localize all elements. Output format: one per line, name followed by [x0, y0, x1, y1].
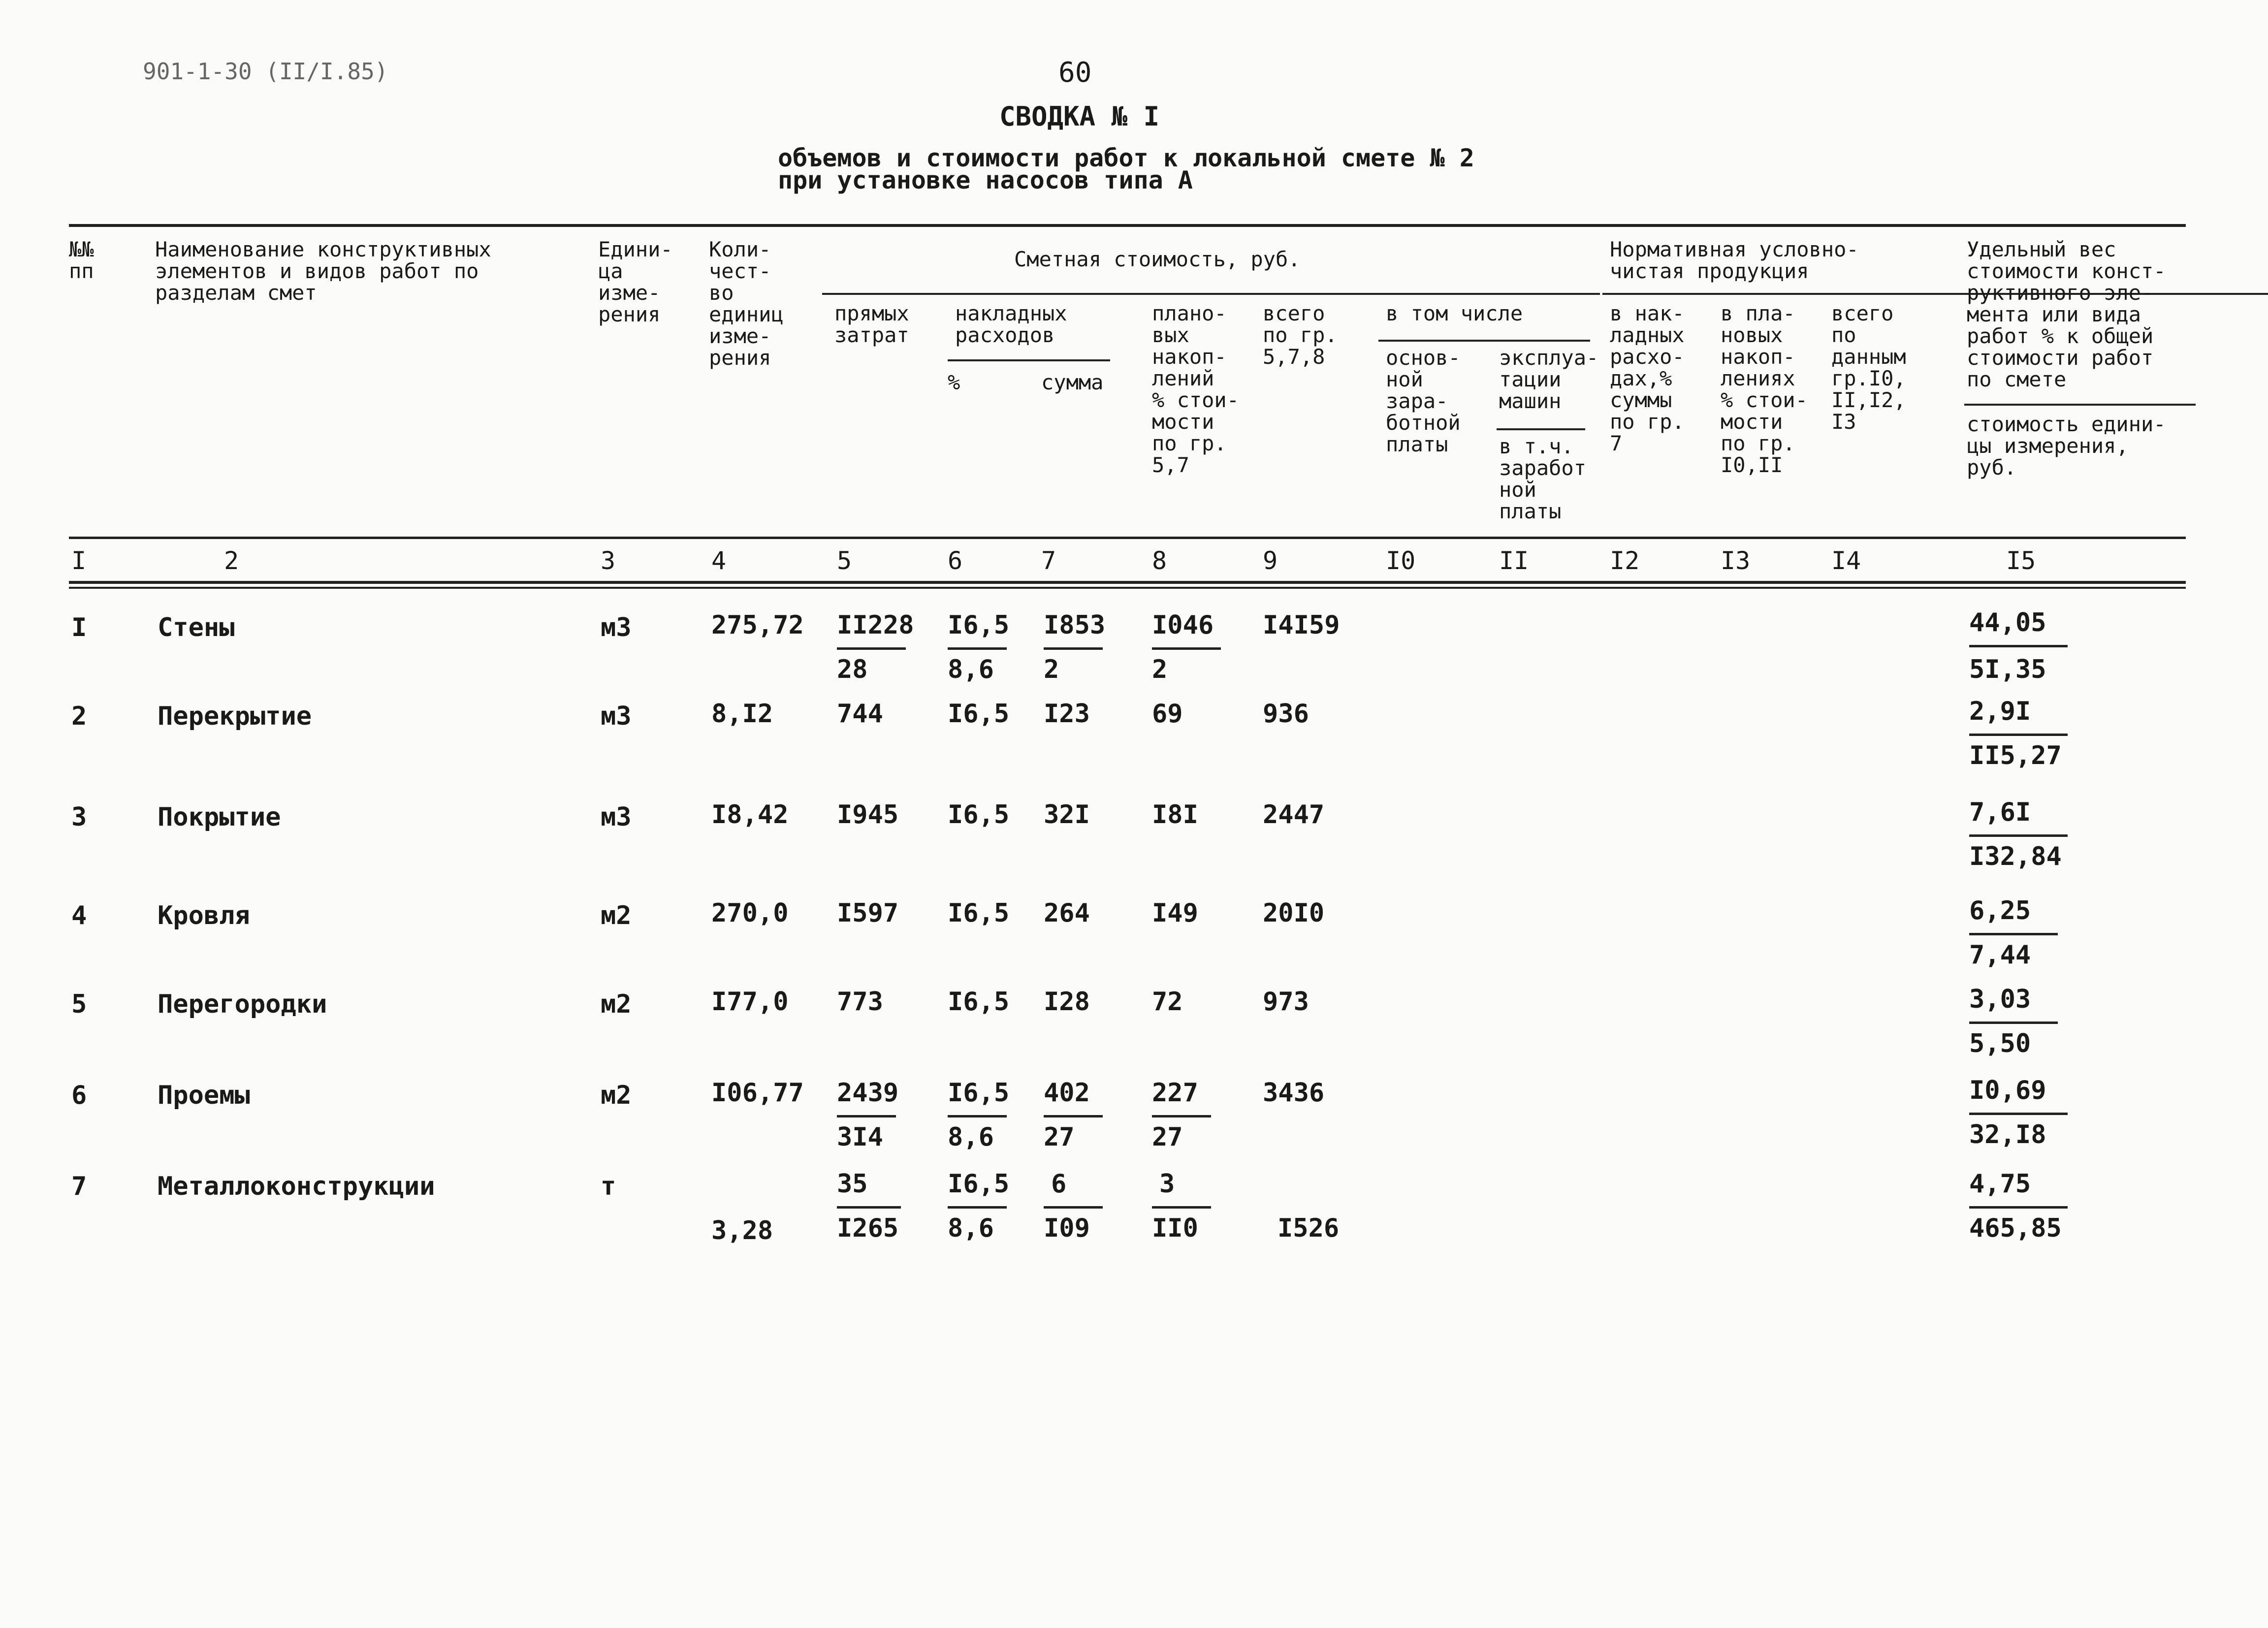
- row-overhead-sum: 402: [1044, 1078, 1090, 1108]
- row-unit: т: [601, 1172, 616, 1201]
- row-planned-savings: I8I: [1152, 800, 1198, 830]
- fraction-line: [1969, 734, 2068, 736]
- row-overhead-sum: 264: [1044, 898, 1090, 928]
- fraction-line: [1044, 1206, 1103, 1209]
- row-direct-costs: 744: [837, 699, 883, 729]
- row-overhead-sum-salary: 2: [1044, 655, 1059, 684]
- col-number-label: 2: [224, 546, 239, 575]
- row-planned-savings-salary: 27: [1152, 1122, 1183, 1152]
- document-code: 901-1-30 (II/I.85): [143, 58, 388, 85]
- fraction-line: [1969, 645, 2068, 647]
- page-number: 60: [1058, 57, 1092, 89]
- row-number: 2: [71, 702, 87, 731]
- net-group-rule: [1602, 293, 2268, 295]
- row-number: I: [71, 613, 87, 642]
- row-unit-cost: 32,I8: [1969, 1120, 2046, 1149]
- row-unit: м2: [601, 901, 632, 930]
- row-specific-weight: 44,05: [1969, 608, 2046, 638]
- row-overhead-percent: I6,5: [948, 898, 1010, 928]
- row-planned-savings: 3: [1159, 1169, 1175, 1199]
- row-specific-weight: 3,03: [1969, 985, 2031, 1014]
- row-quantity: 8,I2: [711, 699, 773, 729]
- row-overhead-percent: I6,5: [948, 1169, 1010, 1199]
- row-number: 3: [71, 802, 87, 832]
- header-col-machine-operation: эксплуа- тации машин: [1499, 346, 1599, 413]
- header-col-unit: Едини- ца изме- рения: [598, 237, 673, 326]
- header-cost-group: Сметная стоимость, руб.: [1014, 247, 1301, 271]
- row-overhead-sum-salary: I09: [1044, 1213, 1090, 1243]
- fraction-line: [1969, 1206, 2068, 1209]
- table-top-rule: [69, 224, 2186, 227]
- row-number: 6: [71, 1081, 87, 1110]
- col-number-label: I2: [1610, 546, 1640, 575]
- overhead-group-rule: [948, 359, 1110, 361]
- row-planned-savings: 227: [1152, 1078, 1198, 1108]
- row-unit: м3: [601, 802, 632, 832]
- row-planned-savings: 72: [1152, 987, 1183, 1017]
- row-name: Перегородки: [158, 990, 327, 1019]
- row-specific-weight: 6,25: [1969, 896, 2031, 926]
- row-unit-cost: I32,84: [1969, 842, 2062, 871]
- row-unit-cost: 465,85: [1969, 1213, 2062, 1243]
- fraction-line: [948, 1206, 1007, 1209]
- row-overhead-percent: I6,5: [948, 699, 1010, 729]
- row-direct-costs-salary: I265: [837, 1213, 899, 1243]
- row-number: 5: [71, 990, 87, 1019]
- row-quantity: 3,28: [711, 1216, 773, 1245]
- header-bottom-rule: [69, 537, 2186, 539]
- row-quantity: I77,0: [711, 987, 789, 1017]
- row-direct-costs: 2439: [837, 1078, 899, 1108]
- col-number-label: I0: [1386, 546, 1416, 575]
- row-direct-costs-salary: 3I4: [837, 1122, 883, 1152]
- fraction-line: [837, 647, 906, 650]
- fraction-line: [1152, 1206, 1211, 1209]
- col-number-label: 3: [601, 546, 616, 575]
- col-number-label: 8: [1152, 546, 1167, 575]
- header-col-unit-cost: стоимость едини- цы измерения, руб.: [1967, 412, 2166, 479]
- header-col-number: №№ пп: [69, 237, 94, 283]
- row-number: 7: [71, 1172, 87, 1201]
- col-number-label: 5: [837, 546, 852, 575]
- header-col-quantity: Коли- чест- во единиц изме- рения: [709, 237, 784, 370]
- header-col-overhead-sum: сумма: [1041, 370, 1104, 394]
- row-unit-cost: 5,50: [1969, 1029, 2031, 1058]
- row-unit: м3: [601, 702, 632, 731]
- row-unit-cost: 5I,35: [1969, 655, 2046, 684]
- row-quantity: 270,0: [711, 898, 789, 928]
- row-total: 2447: [1263, 800, 1325, 830]
- col-number-label: 7: [1041, 546, 1056, 575]
- header-overhead-group: накладных расходов: [955, 301, 1067, 347]
- row-total: 3436: [1263, 1078, 1325, 1108]
- fraction-line: [1044, 647, 1103, 650]
- row-unit: м2: [601, 1081, 632, 1110]
- row-specific-weight: 2,9I: [1969, 697, 2031, 726]
- row-overhead-percent-salary: 8,6: [948, 1122, 994, 1152]
- header-col-overhead-percent: %: [948, 370, 960, 394]
- row-direct-costs: 35: [837, 1169, 868, 1199]
- row-planned-savings: I49: [1152, 898, 1198, 928]
- fraction-line: [1152, 647, 1221, 650]
- col-number-label: 4: [711, 546, 727, 575]
- fraction-line: [1969, 1113, 2068, 1115]
- row-overhead-percent: I6,5: [948, 1078, 1010, 1108]
- row-unit: м3: [601, 613, 632, 642]
- fraction-line: [1152, 1115, 1211, 1117]
- row-name: Металлоконструкции: [158, 1172, 435, 1201]
- row-planned-savings-salary: II0: [1152, 1213, 1198, 1243]
- header-col-specific-weight: Удельный вес стоимости конст- руктивного эле- мента или вида работ % к общей стоимости работ по смете: [1967, 237, 2166, 391]
- fraction-line: [837, 1115, 896, 1117]
- row-total: 20I0: [1263, 898, 1325, 928]
- header-col-net-total: всего по данным гр.I0, II,I2, I3: [1831, 301, 1906, 434]
- fraction-line: [948, 647, 1007, 650]
- row-name: Кровля: [158, 901, 250, 930]
- row-planned-savings: 69: [1152, 699, 1183, 729]
- row-overhead-percent-salary: 8,6: [948, 655, 994, 684]
- row-name: Покрытие: [158, 802, 281, 832]
- col15-split-rule: [1964, 404, 2196, 406]
- row-direct-costs: I945: [837, 800, 899, 830]
- row-unit-cost: II5,27: [1969, 741, 2062, 770]
- row-name: Проемы: [158, 1081, 250, 1110]
- row-planned-savings-salary: 2: [1152, 655, 1168, 684]
- fraction-line: [1044, 1115, 1103, 1117]
- row-planned-savings: I046: [1152, 610, 1214, 640]
- row-overhead-sum: I853: [1044, 610, 1106, 640]
- header-col-machine-salary: в т.ч. заработ ной платы: [1499, 434, 1587, 523]
- row-specific-weight: 7,6I: [1969, 798, 2031, 827]
- row-number: 4: [71, 901, 87, 930]
- row-total: 973: [1263, 987, 1309, 1017]
- row-overhead-percent-salary: 8,6: [948, 1213, 994, 1243]
- fraction-line: [1969, 1021, 2058, 1024]
- row-overhead-percent: I6,5: [948, 800, 1010, 830]
- row-direct-costs: II228: [837, 610, 914, 640]
- col-number-label: 6: [948, 546, 963, 575]
- col-number-label: II: [1499, 546, 1529, 575]
- subtitle-line-2: при установке насосов типа А: [778, 166, 1193, 194]
- fraction-line: [1969, 933, 2058, 935]
- row-specific-weight: 4,75: [1969, 1169, 2031, 1199]
- row-direct-costs-salary: 28: [837, 655, 868, 684]
- row-overhead-sum: 6: [1051, 1169, 1067, 1199]
- header-col-net-planned: в пла- новых накоп- лениях % стои- мости по гр. I0,II: [1721, 301, 1808, 477]
- header-col-planned-savings: плано- вых накоп- лений % стои- мости по гр. 5,7: [1152, 301, 1240, 477]
- row-name: Перекрытие: [158, 702, 312, 731]
- row-overhead-sum-salary: 27: [1044, 1122, 1075, 1152]
- col-number-label: I4: [1831, 546, 1861, 575]
- header-col-base-salary: основ- ной зара- ботной платы: [1386, 346, 1461, 456]
- row-quantity: 275,72: [711, 610, 804, 640]
- row-quantity: I8,42: [711, 800, 789, 830]
- row-overhead-percent: I6,5: [948, 610, 1010, 640]
- row-specific-weight: I0,69: [1969, 1076, 2046, 1105]
- col-numbers-top-rule: [69, 581, 2186, 584]
- header-net-group: Нормативная условно- чистая продукция: [1610, 237, 1859, 283]
- row-direct-costs: I597: [837, 898, 899, 928]
- row-overhead-percent: I6,5: [948, 987, 1010, 1017]
- page-title: СВОДКА № I: [999, 101, 1160, 132]
- including-rule: [1378, 340, 1590, 342]
- row-total: 936: [1263, 699, 1309, 729]
- fraction-line: [948, 1115, 1007, 1117]
- row-total: I526: [1278, 1213, 1340, 1243]
- col-number-label: I5: [2006, 546, 2036, 575]
- header-col-net-overhead: в нак- ладных расхо- дах,% суммы по гр. 7: [1610, 301, 1685, 455]
- fraction-line: [1969, 834, 2068, 837]
- row-overhead-sum: 32I: [1044, 800, 1090, 830]
- col-number-label: I: [71, 546, 87, 575]
- row-overhead-sum: I23: [1044, 699, 1090, 729]
- row-direct-costs: 773: [837, 987, 883, 1017]
- header-col-total: всего по гр. 5,7,8: [1263, 301, 1338, 369]
- header-including: в том числе: [1386, 301, 1523, 325]
- row-name: Стены: [158, 613, 235, 642]
- col-number-label: I3: [1721, 546, 1751, 575]
- row-quantity: I06,77: [711, 1078, 804, 1108]
- fraction-line: [837, 1206, 901, 1209]
- subtitle-line-1: объемов и стоимости работ к локальной смете № 2: [778, 144, 1474, 172]
- col-numbers-bottom-rule: [69, 587, 2186, 589]
- row-total: I4I59: [1263, 610, 1340, 640]
- machines-sub-rule: [1497, 428, 1585, 430]
- cost-group-rule: [822, 293, 1600, 295]
- row-unit: м2: [601, 990, 632, 1019]
- header-col-name: Наименование конструктивных элементов и видов работ по разделам смет: [155, 237, 491, 305]
- row-overhead-sum: I28: [1044, 987, 1090, 1017]
- header-col-direct-costs: прямых затрат: [834, 301, 909, 347]
- col-number-label: 9: [1263, 546, 1278, 575]
- row-unit-cost: 7,44: [1969, 940, 2031, 970]
